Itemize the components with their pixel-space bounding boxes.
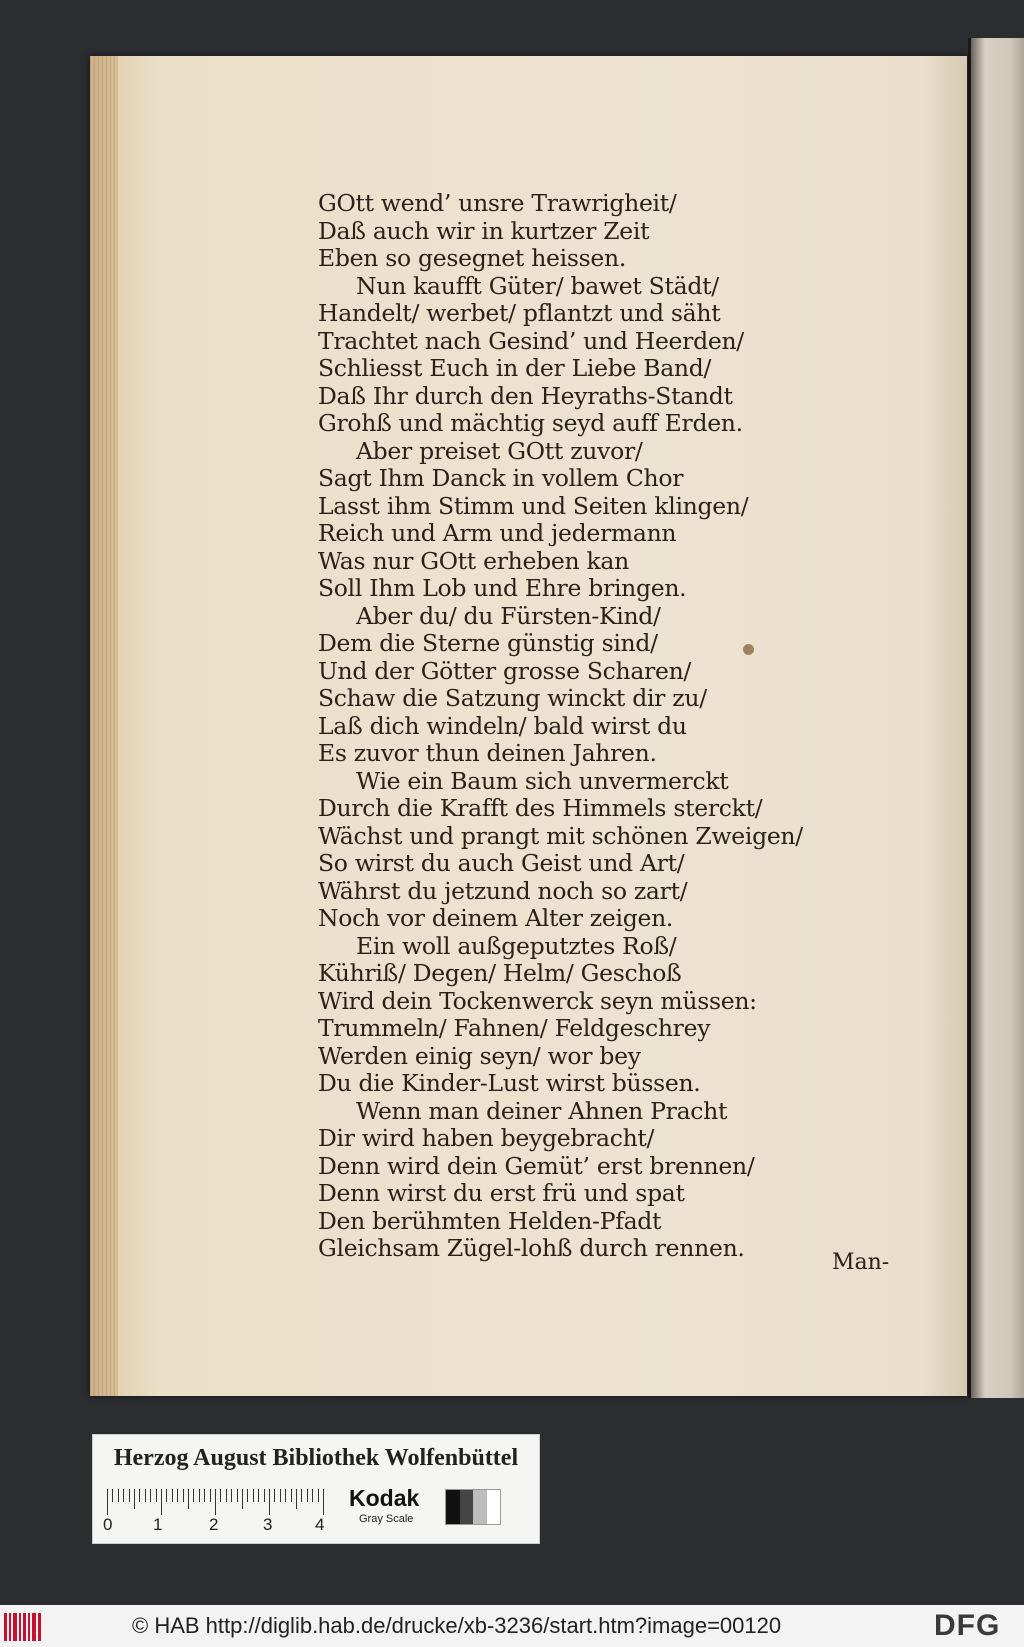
ruler-tick (247, 1489, 248, 1502)
ruler-tick (280, 1489, 281, 1502)
facing-page-edge (968, 38, 1024, 1398)
ruler-tick (285, 1489, 286, 1502)
poem-line: Lasst ihm Stimm und Seiten klingen/ (318, 491, 749, 520)
dfg-logo: DFG (934, 1609, 1001, 1642)
ruler-tick (269, 1489, 270, 1515)
ruler-tick (166, 1489, 167, 1502)
ruler-tick (183, 1489, 184, 1502)
catchword: Man- (832, 1250, 890, 1275)
ruler-tick (258, 1489, 259, 1502)
barcode-bar (9, 1613, 11, 1641)
poem-line: GOtt wend’ unsre Trawrigheit/ (318, 189, 677, 217)
scale-ruler (107, 1489, 331, 1517)
barcode-bar (4, 1613, 7, 1641)
poem-line: Trummeln/ Fahnen/ Feldgeschrey (318, 1014, 711, 1042)
poem-line: Denn wirst du erst frü und spat (318, 1179, 685, 1207)
poem-line: Wenn man deiner Ahnen Pracht (356, 1096, 728, 1125)
ruler-tick (220, 1489, 221, 1502)
library-name: Herzog August Bibliothek Wolfenbüttel (113, 1445, 519, 1471)
poem-line: Wird dein Tockenwerck seyn müssen: (318, 986, 757, 1015)
library-color-card (92, 1434, 540, 1544)
poem-line: Dem die Sterne günstig sind/ (318, 629, 658, 657)
ruler-number: 3 (263, 1515, 273, 1534)
ruler-tick (296, 1489, 297, 1509)
poem-text (318, 190, 878, 1263)
ruler-tick (291, 1489, 292, 1502)
footer-bar (0, 1605, 1024, 1647)
poem-line: Daß Ihr durch den Heyraths-Standt (318, 381, 733, 410)
poem-line: Trachtet nach Gesind’ und Heerden/ (318, 326, 744, 355)
poem-line: Und der Götter grosse Scharen/ (318, 656, 692, 685)
gray-patch (446, 1490, 460, 1524)
ruler-tick (312, 1489, 313, 1502)
ruler-tick (177, 1489, 178, 1502)
ruler-tick (145, 1489, 146, 1502)
ruler-number: 4 (315, 1515, 325, 1534)
poem-line: Denn wird dein Gemüt’ erst brennen/ (318, 1151, 755, 1180)
ruler-tick (188, 1489, 189, 1509)
barcode-bar (23, 1613, 26, 1641)
poem-line: Werden einig seyn/ wor bey (318, 1041, 641, 1070)
ruler-tick (161, 1489, 162, 1515)
ruler-tick (199, 1489, 200, 1502)
poem-line: Wie ein Baum sich unvermerckt (356, 766, 729, 795)
ruler-tick (231, 1489, 232, 1502)
ruler-tick (156, 1489, 157, 1502)
poem-line: Reich und Arm und jedermann (318, 519, 677, 547)
ruler-tick (242, 1489, 243, 1509)
ruler-tick (301, 1489, 302, 1502)
poem-line: Ein woll außgeputztes Roß/ (356, 931, 677, 960)
page-gutter-edge (90, 56, 118, 1396)
copyright-url[interactable]: © HAB http://diglib.hab.de/drucke/xb-3236/start.htm?image=00120 (132, 1613, 782, 1638)
ruler-tick (134, 1489, 135, 1509)
barcode-bar (13, 1613, 17, 1641)
barcode-icon (4, 1613, 48, 1641)
poem-line: Schaw die Satzung winckt dir zu/ (318, 684, 707, 712)
ruler-tick (150, 1489, 151, 1502)
gray-scale-swatch (445, 1489, 501, 1525)
poem-line: Du die Kinder-Lust wirst büssen. (318, 1069, 701, 1097)
ruler-tick (210, 1489, 211, 1502)
ruler-tick (129, 1489, 130, 1502)
poem-line: Durch die Krafft des Himmels sterckt/ (318, 794, 763, 822)
kodak-logo: Kodak (349, 1485, 420, 1511)
barcode-bar (38, 1613, 41, 1641)
ruler-number: 2 (209, 1515, 219, 1534)
barcode-bar (28, 1613, 30, 1641)
poem-line: Wächst und prangt mit schönen Zweigen/ (318, 821, 803, 850)
ruler-tick (253, 1489, 254, 1502)
poem-line: Was nur GOtt erheben kan (318, 546, 629, 575)
gray-patch (460, 1490, 474, 1524)
kodak-subtitle: Gray Scale (359, 1513, 414, 1525)
poem-line: Laß dich windeln/ bald wirst du (318, 711, 687, 740)
ruler-tick (204, 1489, 205, 1502)
poem-line: Aber du/ du Fürsten-Kind/ (356, 601, 661, 630)
poem-line: Den berühmten Helden-Pfadt (318, 1206, 662, 1235)
ruler-tick (318, 1489, 319, 1502)
ruler-tick (139, 1489, 140, 1502)
poem-line: Noch vor deinem Alter zeigen. (318, 904, 674, 932)
ruler-tick (307, 1489, 308, 1502)
poem-line: Daß auch wir in kurtzer Zeit (318, 216, 650, 245)
ruler-tick (193, 1489, 194, 1502)
barcode-bar (32, 1613, 36, 1641)
poem-line: Nun kaufft Güter/ bawet Städt/ (356, 271, 719, 300)
ruler-tick (215, 1489, 216, 1515)
poem-line: Soll Ihm Lob und Ehre bringen. (318, 574, 687, 602)
poem-line: So wirst du auch Geist und Art/ (318, 849, 685, 877)
ruler-tick (118, 1489, 119, 1502)
gray-patch (487, 1490, 501, 1524)
ruler-tick (226, 1489, 227, 1502)
gray-patch (473, 1490, 487, 1524)
ruler-tick (323, 1489, 324, 1515)
poem-line: Gleichsam Zügel-lohß durch rennen. (318, 1234, 745, 1262)
poem-line: Währst du jetzund noch so zart/ (318, 876, 688, 905)
ruler-tick (172, 1489, 173, 1502)
poem-line: Handelt/ werbet/ pflantzt und säht (318, 299, 721, 327)
poem-line: Es zuvor thun deinen Jahren. (318, 739, 657, 767)
poem-line: Sagt Ihm Danck in vollem Chor (318, 464, 684, 492)
ruler-number: 1 (153, 1515, 163, 1534)
poem-line: Aber preiset GOtt zuvor/ (356, 436, 643, 465)
ruler-tick (237, 1489, 238, 1502)
barcode-bar (19, 1613, 21, 1641)
poem-line: Grohß und mächtig seyd auff Erden. (318, 409, 743, 437)
poem-line: Schliesst Euch in der Liebe Band/ (318, 354, 712, 382)
ruler-tick (123, 1489, 124, 1502)
poem-line: Dir wird haben beygebracht/ (318, 1124, 655, 1152)
poem-line: Kühriß/ Degen/ Helm/ Geschoß (318, 959, 682, 987)
ruler-tick (107, 1489, 108, 1515)
poem-line: Eben so gesegnet heissen. (318, 244, 626, 272)
ruler-tick (112, 1489, 113, 1502)
ruler-number: 0 (103, 1515, 113, 1534)
ruler-tick (274, 1489, 275, 1502)
ruler-tick (264, 1489, 265, 1502)
